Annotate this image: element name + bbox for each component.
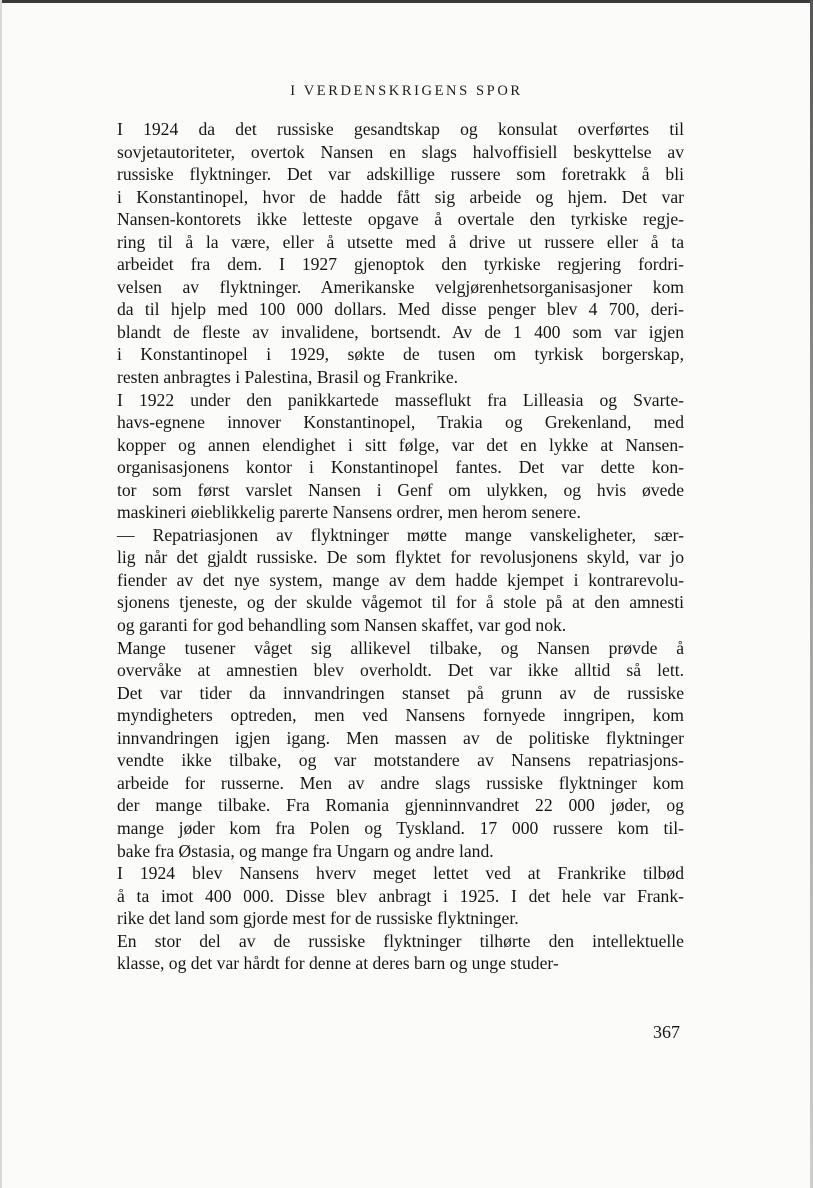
text-line: arbeidet fra dem. I 1927 gjenoptok den tyrkiske regjering fordri- — [117, 254, 684, 275]
text-line: tor som først varslet Nansen i Genf om ulykken, og hvis øvede — [117, 479, 684, 500]
text-line: i Konstantinopel i 1929, søkte de tusen om tyrkisk borgerskap, — [117, 344, 684, 365]
paragraph — [79, 389, 684, 524]
text-line: da til hjelp med 100 000 dollars. Med disse penger blev 4 700, deri- — [117, 299, 684, 320]
text-line: sjonens tjeneste, og der skulde vågemot til for å stole på at den amnesti — [117, 592, 684, 613]
body-text — [79, 118, 684, 975]
text-line: russiske flyktninger. Det var adskillige russere som foretrakk å bli — [117, 164, 684, 185]
text-line: myndigheters optreden, men ved Nansens fornyede inngripen, kom — [117, 705, 684, 726]
paragraph — [79, 930, 684, 975]
paragraph — [79, 862, 684, 930]
text-line: overvåke at amnestien blev overholdt. Det var ikke alltid så lett. — [117, 660, 684, 681]
text-line: arbeide for russerne. Men av andre slags russiske flyktninger kom — [117, 772, 684, 793]
paragraph — [79, 524, 684, 637]
text-line: klasse, og det var hårdt for denne at deres barn og unge studer- — [117, 953, 559, 974]
text-line: Mange tusener våget sig allikevel tilbake, og Nansen prøvde å — [117, 637, 684, 658]
text-line: innvandringen igjen igang. Men massen av de politiske flyktninger — [117, 727, 684, 748]
text-line: havs-egnene innover Konstantinopel, Trakia og Grekenland, med — [117, 412, 684, 433]
text-line: å ta imot 400 000. Disse blev anbragt i 1925. I det hele var Frank- — [117, 885, 684, 906]
text-line: fiender av det nye system, mange av dem hadde kjempet i kontrarevolu- — [117, 569, 684, 590]
text-line: resten anbragtes i Palestina, Brasil og Frankrike. — [117, 367, 459, 388]
text-line: vendte ikke tilbake, og var motstandere av Nansens repatriasjons- — [117, 750, 684, 771]
text-line: — Repatriasjonen av flyktninger møtte mange vanskeligheter, sær- — [117, 524, 684, 545]
paragraph — [79, 118, 684, 389]
text-line: der mange tilbake. Fra Romania gjenninnvandret 22 000 jøder, og — [117, 795, 684, 816]
paragraph — [79, 637, 684, 862]
text-line: maskineri øieblikkelig parerte Nansens ordrer, men herom senere. — [117, 502, 581, 523]
text-line: i Konstantinopel, hvor de hadde fått sig arbeide og hjem. Det var — [117, 186, 684, 207]
text-line: En stor del av de russiske flyktninger tilhørte den intellektuelle — [117, 930, 684, 951]
running-head: I VERDENSKRIGENS SPOR — [290, 83, 523, 99]
text-line: bake fra Østasia, og mange fra Ungarn og andre land. — [117, 840, 494, 861]
text-line: sovjetautoriteter, overtok Nansen en slags halvoffisiell beskyttelse av — [117, 141, 684, 162]
text-line: kopper og annen elendighet i sitt følge, var det en lykke at Nansen- — [117, 434, 684, 455]
text-line: rike det land som gjorde mest for de russiske flyktninger. — [117, 908, 519, 929]
text-line: og garanti for god behandling som Nansen skaffet, var god nok. — [117, 615, 567, 636]
text-line: I 1924 blev Nansens hverv meget lettet ved at Frankrike tilbød — [117, 863, 684, 884]
text-line: mange jøder kom fra Polen og Tyskland. 17 000 russere kom til- — [117, 817, 684, 838]
text-line: lig når det gjaldt russiske. De som flyktet for revolusjonens skyld, var jo — [117, 547, 684, 568]
text-line: organisasjonens kontor i Konstantinopel fantes. Det var dette kon- — [117, 457, 684, 478]
text-line: I 1924 da det russiske gesandtskap og konsulat overførtes til — [117, 119, 684, 139]
page-number: 367 — [653, 1022, 680, 1042]
text-line: Nansen-kontorets ikke letteste opgave å overtale den tyrkiske regje- — [117, 209, 684, 230]
text-line: Det var tider da innvandringen stanset på grunn av de russiske — [117, 682, 684, 703]
scan-border-top — [0, 0, 813, 3]
scan-border-left — [0, 0, 2, 1188]
text-line: I 1922 under den panikkartede masseflukt fra Lilleasia og Svarte- — [117, 389, 684, 410]
text-line: ring til å la være, eller å utsette med å drive ut russere eller å ta — [117, 231, 684, 252]
text-line: blandt de fleste av invalidene, bortsendt. Av de 1 400 som var igjen — [117, 321, 684, 342]
text-line: velsen av flyktninger. Amerikanske velgjørenhetsorganisasjoner kom — [117, 276, 684, 297]
